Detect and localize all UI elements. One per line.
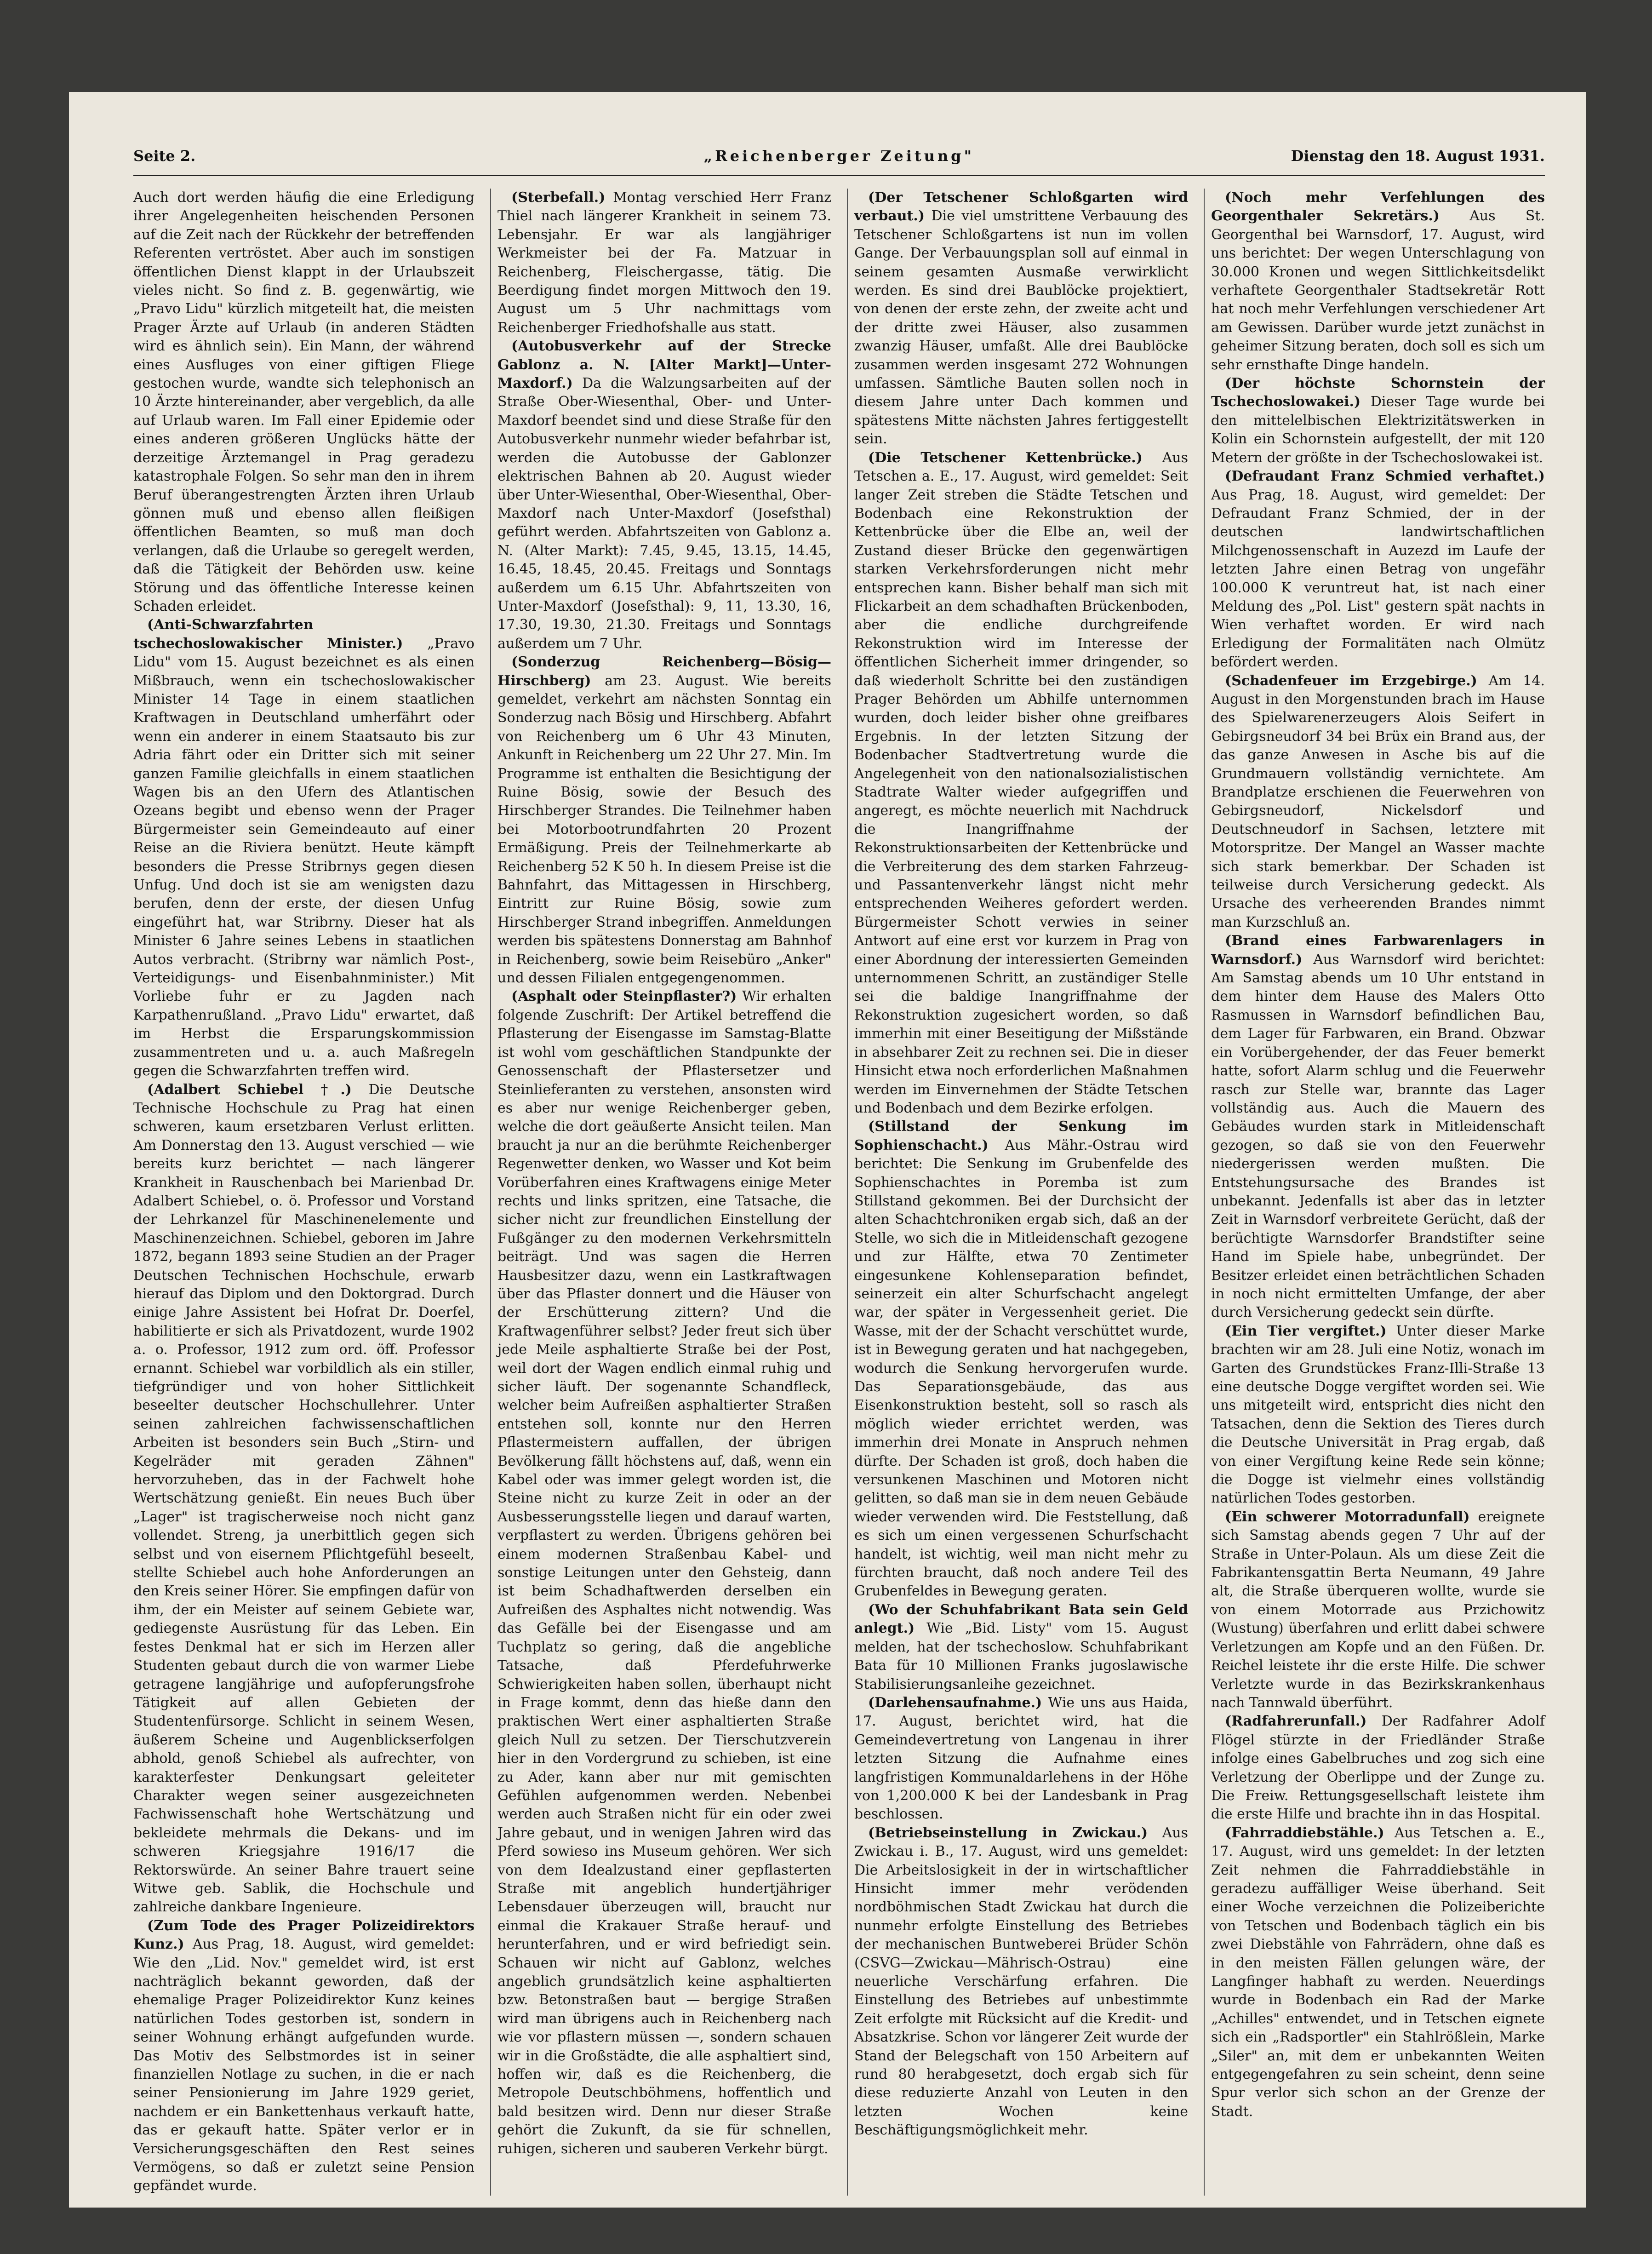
- article: [133, 1081, 474, 1917]
- article: [1211, 1712, 1545, 1824]
- article-headline: (Brand eines Farbwarenlagers in Warnsdorf.): [1211, 933, 1545, 968]
- article-body: Aus Tetschen a. E., 17. August, wird uns gemeldet: In der letzten Zeit nehmen die Fahrraddiebstähle in geradezu auffälliger Weise überhand. Seit einer Woche verzeichnen die Polizeiberichte von Tetschen und Bodenbach täglich ein bis zwei Diebstähle von Fahrrädern, ohne daß es in den meisten Fällen gelungen wäre, der Langfinger habhaft zu werden. Neuerdings wurde in Bodenbach ein Rad der Marke „Achilles" entwendet, und in Tetschen eignete sich ein „Radsportler" ein Stahlrößlein, Marke „Siler" an, mit dem er unbekannten Weiten entgegengefahren zu sein scheint, denn seine Spur verlor sich schon an der Grenze der Stadt.: [1211, 1824, 1545, 2120]
- article: [1211, 189, 1545, 374]
- header-rule: [133, 175, 1545, 176]
- article-body: Aus Prag, 18. August, wird gemeldet: Wie den „Lid. Nov." gemeldet wird, ist erst nachträglich bekannt geworden, daß der ehemalige Prager Polizeidirektor Kunz keines natürlichen Todes gestorben ist, sondern in seiner Wohnung erhängt aufgefunden wurde. Das Motiv des Selbstmordes ist in seiner finanziellen Notlage zu suchen, in die er nach seiner Pensionierung im Jahre 1929 geriet, nachdem er ein Bankettenhaus verkauft hatte, das er gekauft hatte. Später verlor er in Versicherungsgeschäften den Rest seines Vermögens, so daß er zuletzt seine Pension gepfändet wurde.: [133, 1936, 474, 2194]
- article-body: Aus Tetschen a. E., 17. August, wird gemeldet: Seit langer Zeit streben die Städte Tetschen und Bodenbach eine Rekonstruktion der Kettenbrücke über die Elbe an, weil der Zustand dieser Brücke den gegenwärtigen starken Verkehrsforderungen nicht mehr entsprechen kann. Bisher behalf man sich mit Flickarbeit an dem schadhaften Brückenboden, aber die endliche durchgreifende Rekonstruktion wird im Interesse der öffentlichen Sicherheit immer dringender, so daß wiederholt Schritte bei den zuständigen Prager Behörden um Abhilfe unternommen wurden, doch leider bisher ohne greifbares Ergebnis. In der letzten Sitzung der Bodenbacher Stadtvertretung wurde die Angelegenheit von den nationalsozialistischen Stadtrate Walter wieder aufgegriffen und angeregt, es möchte neuerlich mit Nachdruck die Inangriffnahme der Rekonstruktionsarbeiten der Kettenbrücke und die Verbreiterung des dem starken Fahrzeug- und Passantenverkehr längst nicht mehr entsprechenden Weiheres gefordert werden. Bürgermeister Schott verwies in seiner Antwort auf eine erst vor kurzem in Prag von einer Abordnung der interessierten Gemeinden unternommenen Schritt, an zuständiger Stelle sei die baldige Inangriffnahme der Rekonstruktion zugesichert worden, so daß immerhin mit einer Beseitigung der Mißstände in absehbarer Zeit zu rechnen sei. Die in dieser Hinsicht etwa noch erforderlichen Maßnahmen werden im Einvernehmen der Städte Tetschen und Bodenbach und dem Bezirke erfolgen.: [854, 449, 1188, 1116]
- article-headline: (Asphalt oder Steinpflaster?): [511, 988, 737, 1005]
- column-2: [490, 189, 831, 2196]
- article-headline: (Radfahrerunfall.): [1225, 1713, 1367, 1730]
- article-body: Am 14. August in den Morgenstunden brach im Hause des Spielwarenerzeugers Alois Seifert in Gebirgsneudorf 34 bei Brüx ein Brand aus, der das ganze Anwesen in Asche bis auf die Grundmauern vollständig vernichtete. Am Brandplatze erschienen die Feuerwehren von Gebirgsneudorf, Nickelsdorf und Deutschneudorf in Sachsen, letztere mit Motorspritze. Der Mangel an Wasser machte sich stark bemerkbar. Der Schaden ist teilweise durch Versicherung gedeckt. Als Ursache des verheerenden Brandes nimmt man Kurzschluß an.: [1211, 672, 1545, 930]
- article-body: Aus St. Georgenthal bei Warnsdorf, 17. August, wird uns berichtet: Der wegen Unterschlagung von 30.000 Kronen und wegen Sittlichkeitsdelikt verhaftete Georgenthaler Stadtsekretär Rott hat noch mehr Verfehlungen verschiedener Art am Gewissen. Darüber wurde jetzt zunächst in geheimer Sitzung beraten, doch soll es sich um sehr ernsthafte Dinge handeln.: [1211, 208, 1545, 373]
- article: [133, 189, 474, 616]
- article-body: Auch dort werden häufig die eine Erledigung ihrer Angelegenheiten heischenden Personen auf die Zeit nach der Rückkehr der betreffenden Referenten vertröstet. Aber auch im sonstigen öffentlichen Dienst klappt in der Urlaubszeit vieles nicht. So find z. B. gegenwärtig, wie „Pravo Lidu" kürzlich mitgeteilt hat, die meisten Prager Ärzte auf Urlaub (in anderen Städten wird es ähnlich sein). Ein Mann, der während eines Ausfluges von einer giftigen Fliege gestochen wurde, wandte sich telephonisch an 10 Ärzte hintereinander, aber vergeblich, da alle auf Urlaub waren. Im Fall einer Epidemie oder eines anderen größeren Unglücks hätte der derzeitige Ärztemangel in Prag geradezu katastrophale Folgen. So sehr man den in ihrem Beruf überangestrengten Ärzten ihren Urlaub gönnen muß und ebenso allen fleißigen öffentlichen Beamten, so muß man doch verlangen, daß die Urlaube so geregelt werden, daß die Tätigkeit der Behörden usw. keine Störung und das öffentliche Interesse keinen Schaden erleidet.: [133, 189, 474, 614]
- article-body: Die Deutsche Technische Hochschule zu Prag hat einen schweren, kaum ersetzbaren Verlust erlitten. Am Donnerstag den 13. August verschied — wie bereits kurz berichtet — nach längerer Krankheit in Rauschenbach bei Marienbad Dr. Adalbert Schiebel, o. ö. Professor und Vorstand der Lehrkanzel für Maschinenelemente und Maschinenzeichnen. Schiebel, geboren im Jahre 1872, begann 1893 seine Studien an der Prager Deutschen Technischen Hochschule, erwarb hierauf das Diplom und den Doktorgrad. Durch einige Jahre Assistent bei Hofrat Dr. Doerfel, habilitierte er sich als Privatdozent, wurde 1902 a. o. Professor, 1912 zum ord. öff. Professor ernannt. Schiebel war vorbildlich als ein stiller, tiefgründiger und von hoher Sittlichkeit beseelter deutscher Hochschullehrer. Unter seinen zahlreichen fachwissenschaftlichen Arbeiten ist besonders sein Buch „Stirn- und Kegelräder mit geraden Zähnen" hervorzuheben, das in der Fachwelt hohe Wertschätzung genießt. Ein neues Buch über „Lager" ist tragischerweise noch nicht ganz vollendet. Streng, ja unerbittlich gegen sich selbst und von eisernem Pflichtgefühl beseelt, stellte Schiebel auch hohe Anforderungen an den Kreis seiner Hörer. Sie empfingen dafür von ihm, der ein Meister auf seinem Gebiete war, gediegenste Ausrüstung für das Leben. Ein festes Denkmal hat er sich im Herzen aller Studenten gebaut durch die von warmer Liebe getragene langjährige und aufopferungsfrohe Tätigkeit auf allen Gebieten der Studentenfürsorge. Schlicht in seinem Wesen, äußerem Scheine und Augenblickserfolgen abhold, genoß Schiebel als aufrechter, von karakterfester Denkungsart geleiteter Charakter wegen seiner ausgezeichneten Fachwissenschaft hohe Wertschätzung und bekleidete mehrmals die Dekans- und im schweren Kriegsjahre 1916/17 die Rektorswürde. An seiner Bahre trauert seine Witwe geb. Sablik, die Hochschule und zahlreiche dankbare Ingenieure.: [133, 1081, 474, 1916]
- article-body: Wie „Bid. Listy" vom 15. August melden, hat der tschechoslow. Schuhfabrikant Bata für 10 Millionen Franks jugoslawische Stabilisierungsanleihe gezeichnet.: [854, 1620, 1188, 1692]
- article-headline: (Anti-Schwarzfahrten tschechoslowakischer Minister.): [133, 617, 403, 652]
- article-headline: (Noch mehr Verfehlungen des Georgenthaler Sekretärs.): [1211, 189, 1545, 224]
- article: [854, 189, 1188, 449]
- article: [497, 337, 831, 653]
- article: [1211, 932, 1545, 1322]
- article-body: Die viel umstrittene Verbauung des Tetschener Schloßgartens ist nun im vollen Gange. Der Verbauungsplan soll auf einmal in seinem gesamten Ausmaße verwirklicht werden. Es sind drei Baublöcke projektiert, von denen der erste zehn, der zweite acht und der dritte zwei Häuser, also zusammen zwanzig Häuser, umfaßt. Alle drei Baublöcke zusammen werden insgesamt 272 Wohnungen umfassen. Sämtliche Bauten sollen noch in diesem Jahre unter Dach kommen und spätestens Mitte nächsten Jahres fertiggestellt sein.: [854, 208, 1188, 447]
- article: [133, 616, 474, 1080]
- column-3: [847, 189, 1188, 2196]
- article: [497, 189, 831, 337]
- article-headline: (Der höchste Schornstein der Tschechoslowakei.): [1211, 375, 1545, 410]
- article-headline: (Fahrraddiebstähle.): [1225, 1824, 1384, 1841]
- article-headline: (Defraudant Franz Schmied verhaftet.): [1225, 468, 1545, 485]
- newspaper-page: [69, 92, 1586, 2208]
- article-body: Montag verschied Herr Franz Thiel nach längerer Krankheit in seinem 73. Lebensjahr. Er war als langjähriger Werkmeister bei der Fa. Matzuar in Reichenberg, Fleischergasse, tätig. Die Beerdigung findet morgen Mittwoch den 19. August um 5 Uhr nachmittags vom Reichenberger Friedhofshalle aus statt.: [497, 189, 831, 336]
- article-body: Da die Walzungsarbeiten auf der Straße Ober-Wiesenthal, Ober- und Unter-Maxdorf beendet sind und diese Straße für den Autobusverkehr nunmehr wieder befahrbar ist, werden die Autobusse der Gablonzer elektrischen Bahnen ab 20. August wieder über Unter-Wiesenthal, Ober-Wiesenthal, Ober-Maxdorf nach Unter-Maxdorf (Josefsthal) geführt werden. Abfahrtszeiten von Gablonz a. N. (Alter Markt): 7.45, 9.45, 13.15, 14.45, 16.45, 18.45, 20.45. Freitags und Sonntags außerdem um 6.15 Uhr. Abfahrtszeiten von Unter-Maxdorf (Josefsthal): 9, 11, 13.30, 16, 17.30, 19.30, 21.30. Freitags und Sonntags außerdem um 7 Uhr.: [497, 375, 831, 652]
- page-number: Seite 2.: [133, 147, 196, 165]
- article-headline: (Sterbefall.): [511, 189, 606, 206]
- article-body: Wir erhalten folgende Zuschrift: Der Artikel betreffend die Pflasterung der Eisengasse im Samstag-Blatte ist wohl vom geschäftlichen Standpunkte der Genossenschaft der Pflastersetzer und Steinlieferanten zu verstehen, ansonsten wird es aber nur wenige Reichenberger geben, welche die dort geäußerte Ansicht teilen. Man braucht ja nur an die berühmte Reichenberger Regenwetter denken, wo Wasser und Kot beim Vorüberfahren eines Kraftwagens einige Meter rechts und links spritzen, eine Tatsache, die sicher nicht zur freundlichen Einstellung der Fußgänger zu den modernen Verkehrsmitteln beiträgt. Und was sagen die Herren Hausbesitzer dazu, wenn ein Lastkraftwagen über das Pflaster donnert und die Häuser von der Erschütterung zittern? Und die Kraftwagenführer selbst? Jeder freut sich über jede Meile asphaltierte Straße bei der Post, weil dort der Wagen endlich einmal ruhig und sicher läuft. Der sogenannte Schandfleck, welcher beim Aufreißen asphaltierter Straßen entstehen soll, konnte nur den Herren Pflastermeistern auffallen, der übrigen Bevölkerung fällt höchstens auf, daß, wenn ein Kabel oder was immer gelegt worden ist, die Steine nicht zu kurze Zeit in oder an der Ausbesserungsstelle liegen und darauf warten, verpflastert zu werden. Übrigens gehören bei einem modernen Straßenbau Kabel- und sonstige Leitungen unter den Gehsteig, dann ist beim Schadhaftwerden derselben ein Aufreißen des Asphaltes nicht notwendig. Was das Gefälle bei der Eisengasse und am Tuchplatz so gering, daß die angebliche Tatsache, daß Pferdefuhrwerke Schwierigkeiten haben sollen, überhaupt nicht in Frage kommt, denn das hieße dann den praktischen Wert einer asphaltierten Straße gleich Null zu setzen. Der Tierschutzverein hier in den Vordergrund zu schieben, ist eine zu Ader, kann aber nur mit gemischten Gefühlen aufgenommen werden. Nebenbei werden auch Straßen nicht für ein oder zwei Jahre gebaut, und in wenigen Jahren wird das Pferd sowieso ins Museum gehören. Wer sich von dem Idealzustand einer gepflasterten Straße mit angeblich hundertjähriger Lebensdauer überzeugen will, braucht nur einmal die Krakauer Straße herauf- und herunterfahren, und er wird befriedigt sein. Schauen wir nicht auf Gablonz, welches angeblich grundsätzlich keine asphaltierten bzw. Betonstraßen baut — bergige Straßen wird man übrigens auch in Reichenberg nach wie vor pflastern müssen —, sondern schauen wir in die Großstädte, die alle asphaltiert sind, hoffen wir, daß es die Reichenberg, die Metropole Deutschböhmens, hoffentlich und bald besitzen wird. Denn nur dieser Straße gehört die Zukunft, da sie für schnellen, ruhigen, sicheren und sauberen Verkehr bürgt.: [497, 988, 831, 2157]
- article: [854, 1118, 1188, 1601]
- article-headline: (Betriebseinstellung in Zwickau.): [868, 1824, 1148, 1841]
- article: [854, 449, 1188, 1118]
- article: [1211, 374, 1545, 467]
- article-body: Unter dieser Marke brachten wir am 28. Juli eine Notiz, wonach im Garten des Grundstückes Franz-Illi-Straße 13 eine deutsche Dogge vergiftet worden sei. Wie uns mitgeteilt wird, entspricht dies nicht den Tatsachen, denn die Sektion des Tieres durch die Deutsche Universität in Prag ergab, daß von einer Vergiftung keine Rede sein könne; die Dogge ist vielmehr eines vollständig natürlichen Todes gestorben.: [1211, 1323, 1545, 1507]
- article-body: ereignete sich Samstag abends gegen 7 Uhr auf der Straße in Unter-Polaun. Als um diese Zeit die Fabrikantensgattin Berta Neumann, 49 Jahre alt, die Straße überqueren wollte, wurde sie von einem Motorrade aus Przichowitz (Wustung) überfahren und erlitt dabei schwere Verletzungen am Kopfe und an den Füßen. Dr. Reichel leistete ihr die erste Hilfe. Die schwer Verletzte wurde in das Bezirkskrankenhaus nach Tannwald überführt.: [1211, 1508, 1545, 1711]
- article-body: „Pravo Lidu" vom 15. August bezeichnet es als einen Mißbrauch, wenn ein tschechoslowakischer Minister 14 Tage in einem staatlichen Kraftwagen in Deutschland umherfährt oder wenn ein anderer in einem Staatsauto bis zur Adria fährt oder ein Dritter sich mit seiner ganzen Familie gleichfalls in einem staatlichen Wagen bis an den Ufern des Atlantischen Ozeans begibt und ebenso wenn der Prager Bürgermeister sein Gemeindeauto auf einer Reise an die Riviera benützt. Heute kämpft besonders die Presse Stribrnys gegen diesen Unfug. Und doch ist sie am wenigsten dazu berufen, denn der erste, der diesen Unfug eingeführt hat, war Stribrny. Dieser hat als Minister 6 Jahre seines Lebens in staatlichen Autos verbracht. (Stribrny war nämlich Post-, Verteidigungs- und Eisenbahnminister.) Mit Vorliebe fuhr er zu Jagden nach Karpathenrußland. „Pravo Lidu" erwartet, daß im Herbst die Ersparungskommission zusammentreten und u. a. auch Maßregeln gegen die Schwarzfahrten treffen wird.: [133, 635, 474, 1079]
- article-body: Der Radfahrer Adolf Flögel stürzte in der Friedländer Straße infolge eines Gabelbruches und zog sich eine Verletzung der Oberlippe und der Zunge zu. Die Freiw. Rettungsgesellschaft leistete ihm die erste Hilfe und brachte ihn in das Hospital.: [1211, 1713, 1545, 1823]
- article-headline: (Der Tetschener Schloßgarten wird verbaut.): [854, 189, 1188, 224]
- article-headline: (Darlehensaufnahme.): [868, 1694, 1042, 1711]
- article: [1211, 1824, 1545, 2122]
- article-body: Wie uns aus Haida, 17. August, berichtet wird, hat die Gemeindevertretung von Langenau in ihrer letzten Sitzung die Aufnahme eines langfristigen Kommunaldarlehens in der Höhe von 1,200.000 K bei der Landesbank in Prag beschlossen.: [854, 1694, 1188, 1823]
- article: [497, 653, 831, 987]
- article-headline: (Wo der Schuhfabrikant Bata sein Geld anlegt.): [854, 1601, 1188, 1637]
- article: [854, 1601, 1188, 1694]
- newspaper-title: „Reichenberger Zeitung": [703, 147, 975, 165]
- article-headline: (Adalbert Schiebel †.): [147, 1081, 352, 1098]
- article-columns: [133, 189, 1545, 2194]
- article: [854, 1824, 1188, 2140]
- article-headline: (Autobusverkehr auf der Strecke Gablonz a. N. [Alter Markt]—Unter-Maxdorf.): [497, 338, 831, 392]
- article-headline: (Zum Tode des Prager Polizeidirektors Kunz.): [133, 1917, 474, 1953]
- column-1: [133, 189, 474, 2196]
- article: [1211, 672, 1545, 932]
- article-headline: (Ein Tier vergiftet.): [1225, 1323, 1387, 1339]
- article-body: am 23. August. Wie bereits gemeldet, verkehrt am nächsten Sonntag ein Sonderzug nach Bösig und Hirschberg. Abfahrt von Reichenberg um 6 Uhr 43 Minuten, Ankunft in Reichenberg um 22 Uhr 27. Min. Im Programme ist enthalten die Besichtigung der Ruine Bösig, sowie der Besuch des Hirschberger Strandes. Die Teilnehmer haben bei Motorbootrundfahrten 20 Prozent Ermäßigung. Preis der Teilnehmerkarte ab Reichenberg 52 K 50 h. In diesem Preise ist die Bahnfahrt, das Mittagessen in Hirschberg, Eintritt zur Ruine Bösig, sowie zum Hirschberger Strand inbegriffen. Anmeldungen werden bis spätestens Donnerstag am Bahnhof in Reichenberg, sowie beim Reisebüro „Anker" und dessen Filialen entgegengenommen.: [497, 672, 831, 986]
- article-headline: (Stillstand der Senkung im Sophienschacht.): [854, 1118, 1188, 1153]
- article: [133, 1917, 474, 2196]
- running-head: [133, 147, 1545, 175]
- article-body: Aus Warnsdorf wird berichtet: Am Samstag abends um 10 Uhr entstand in dem hinter dem Hause des Malers Otto Rasmussen in Warnsdorf befindlichen Bau, dem Lager für Farbwaren, ein Brand. Obzwar ein Vorübergehender, der das Feuer bemerkt hatte, sofort Alarm schlug und die Feuerwehr rasch zur Stelle war, brannte das Lager vollständig aus. Auch die Mauern des Gebäudes wurden stark in Mitleidenschaft gezogen, so daß sie von den Feuerwehr niedergerissen werden mußten. Die Entstehungsursache des Brandes ist unbekannt. Jedenfalls ist aber das in letzter Zeit in Warnsdorf verbreitete Gerücht, daß der berüchtigte Warnsdorfer Brandstifter seine Hand im Spiele habe, unbegründet. Der Besitzer erleidet einen beträchtlichen Schaden in noch nicht ermittelten Umfange, der aber durch Versicherung gedeckt sein dürfte.: [1211, 951, 1545, 1321]
- article-body: Dieser Tage wurde bei den mittelelbischen Elektrizitätswerken in Kolin ein Schornstein aufgestellt, der mit 120 Metern der größte in der Tschechoslowakei ist.: [1211, 394, 1545, 466]
- article-body: Aus Mähr.-Ostrau wird berichtet: Die Senkung im Grubenfelde des Sophienschachtes in Poremba ist zum Stillstand gekommen. Bei der Durchsicht der alten Schachtchroniken ergab sich, daß an der Stelle, wo sich die in Mitleidenschaft gezogene und zur Hälfte, etwa 70 Zentimeter eingesunkene Kohlenseparation befindet, seinerzeit ein alter Schurfschacht angelegt war, der später in Vergessenheit geriet. Die Wasse, mit der der Schacht verschüttet wurde, ist in Bewegung geraten und hat nachgegeben, wodurch die Senkung hervorgerufen wurde. Das Separationsgebäude, das aus Eisenkonstruktion besteht, soll so rasch als möglich wieder errichtet werden, was immerhin drei Monate in Anspruch nehmen dürfte. Der Schaden ist groß, doch haben die versunkenen Maschinen und Motoren nicht gelitten, so daß man sie in dem neuen Gebäude wieder verwenden wird. Die Feststellung, daß es sich um einen vergessenen Schurfschacht handelt, ist wichtig, weil man nicht mehr zu fürchten braucht, daß noch andere Teil des Grubenfeldes in Bewegung geraten.: [854, 1137, 1188, 1600]
- article-body: Aus Zwickau i. B., 17. August, wird uns gemeldet: Die Arbeitslosigkeit in der in wirtschaftlicher Hinsicht immer mehr verödenden nordböhmischen Stadt Zwickau hat durch die nunmehr erfolgte Einstellung des Betriebes der mechanischen Buntweberei Brüder Schön (CSVG—Zwickau—Mährisch-Ostrau) eine neuerliche Verschärfung erfahren. Die Einstellung des Betriebes auf unbestimmte Zeit erfolgte mit Rücksicht auf die Kredit- und Absatzkrise. Schon vor längerer Zeit wurde der Stand der Belegschaft von 150 Arbeitern auf rund 80 herabgesetzt, doch ergab sich für diese reduzierte Anzahl von Leuten in den letzten Wochen keine Beschäftigungsmöglichkeit mehr.: [854, 1824, 1188, 2139]
- article-headline: (Sonderzug Reichenberg—Bösig—Hirschberg): [497, 654, 831, 689]
- article: [1211, 467, 1545, 671]
- article-headline: (Ein schwerer Motorradunfall): [1225, 1508, 1470, 1525]
- article: [1211, 1322, 1545, 1508]
- article-headline: (Die Tetschener Kettenbrücke.): [868, 449, 1143, 466]
- article-headline: (Schadenfeuer im Erzgebirge.): [1225, 672, 1477, 689]
- article-body: Aus Prag, 18. August, wird gemeldet: Der Defraudant Franz Schmied, der in der deutschen landwirtschaftlichen Milchgenossenschaft in Auzezd im Laufe der letzten Jahre einen Betrag von ungefähr 100.000 K veruntreut hat, ist nach einer Meldung des „Pol. List" gestern spät nachts in Wien verhaftet worden. Er wird nach Erledigung der Formalitäten nach Olmütz befördert werden.: [1211, 487, 1545, 671]
- article: [497, 987, 831, 2158]
- issue-date: Dienstag den 18. August 1931.: [1291, 147, 1545, 165]
- article: [854, 1694, 1188, 1824]
- article: [1211, 1508, 1545, 1712]
- column-4: [1204, 189, 1545, 2196]
